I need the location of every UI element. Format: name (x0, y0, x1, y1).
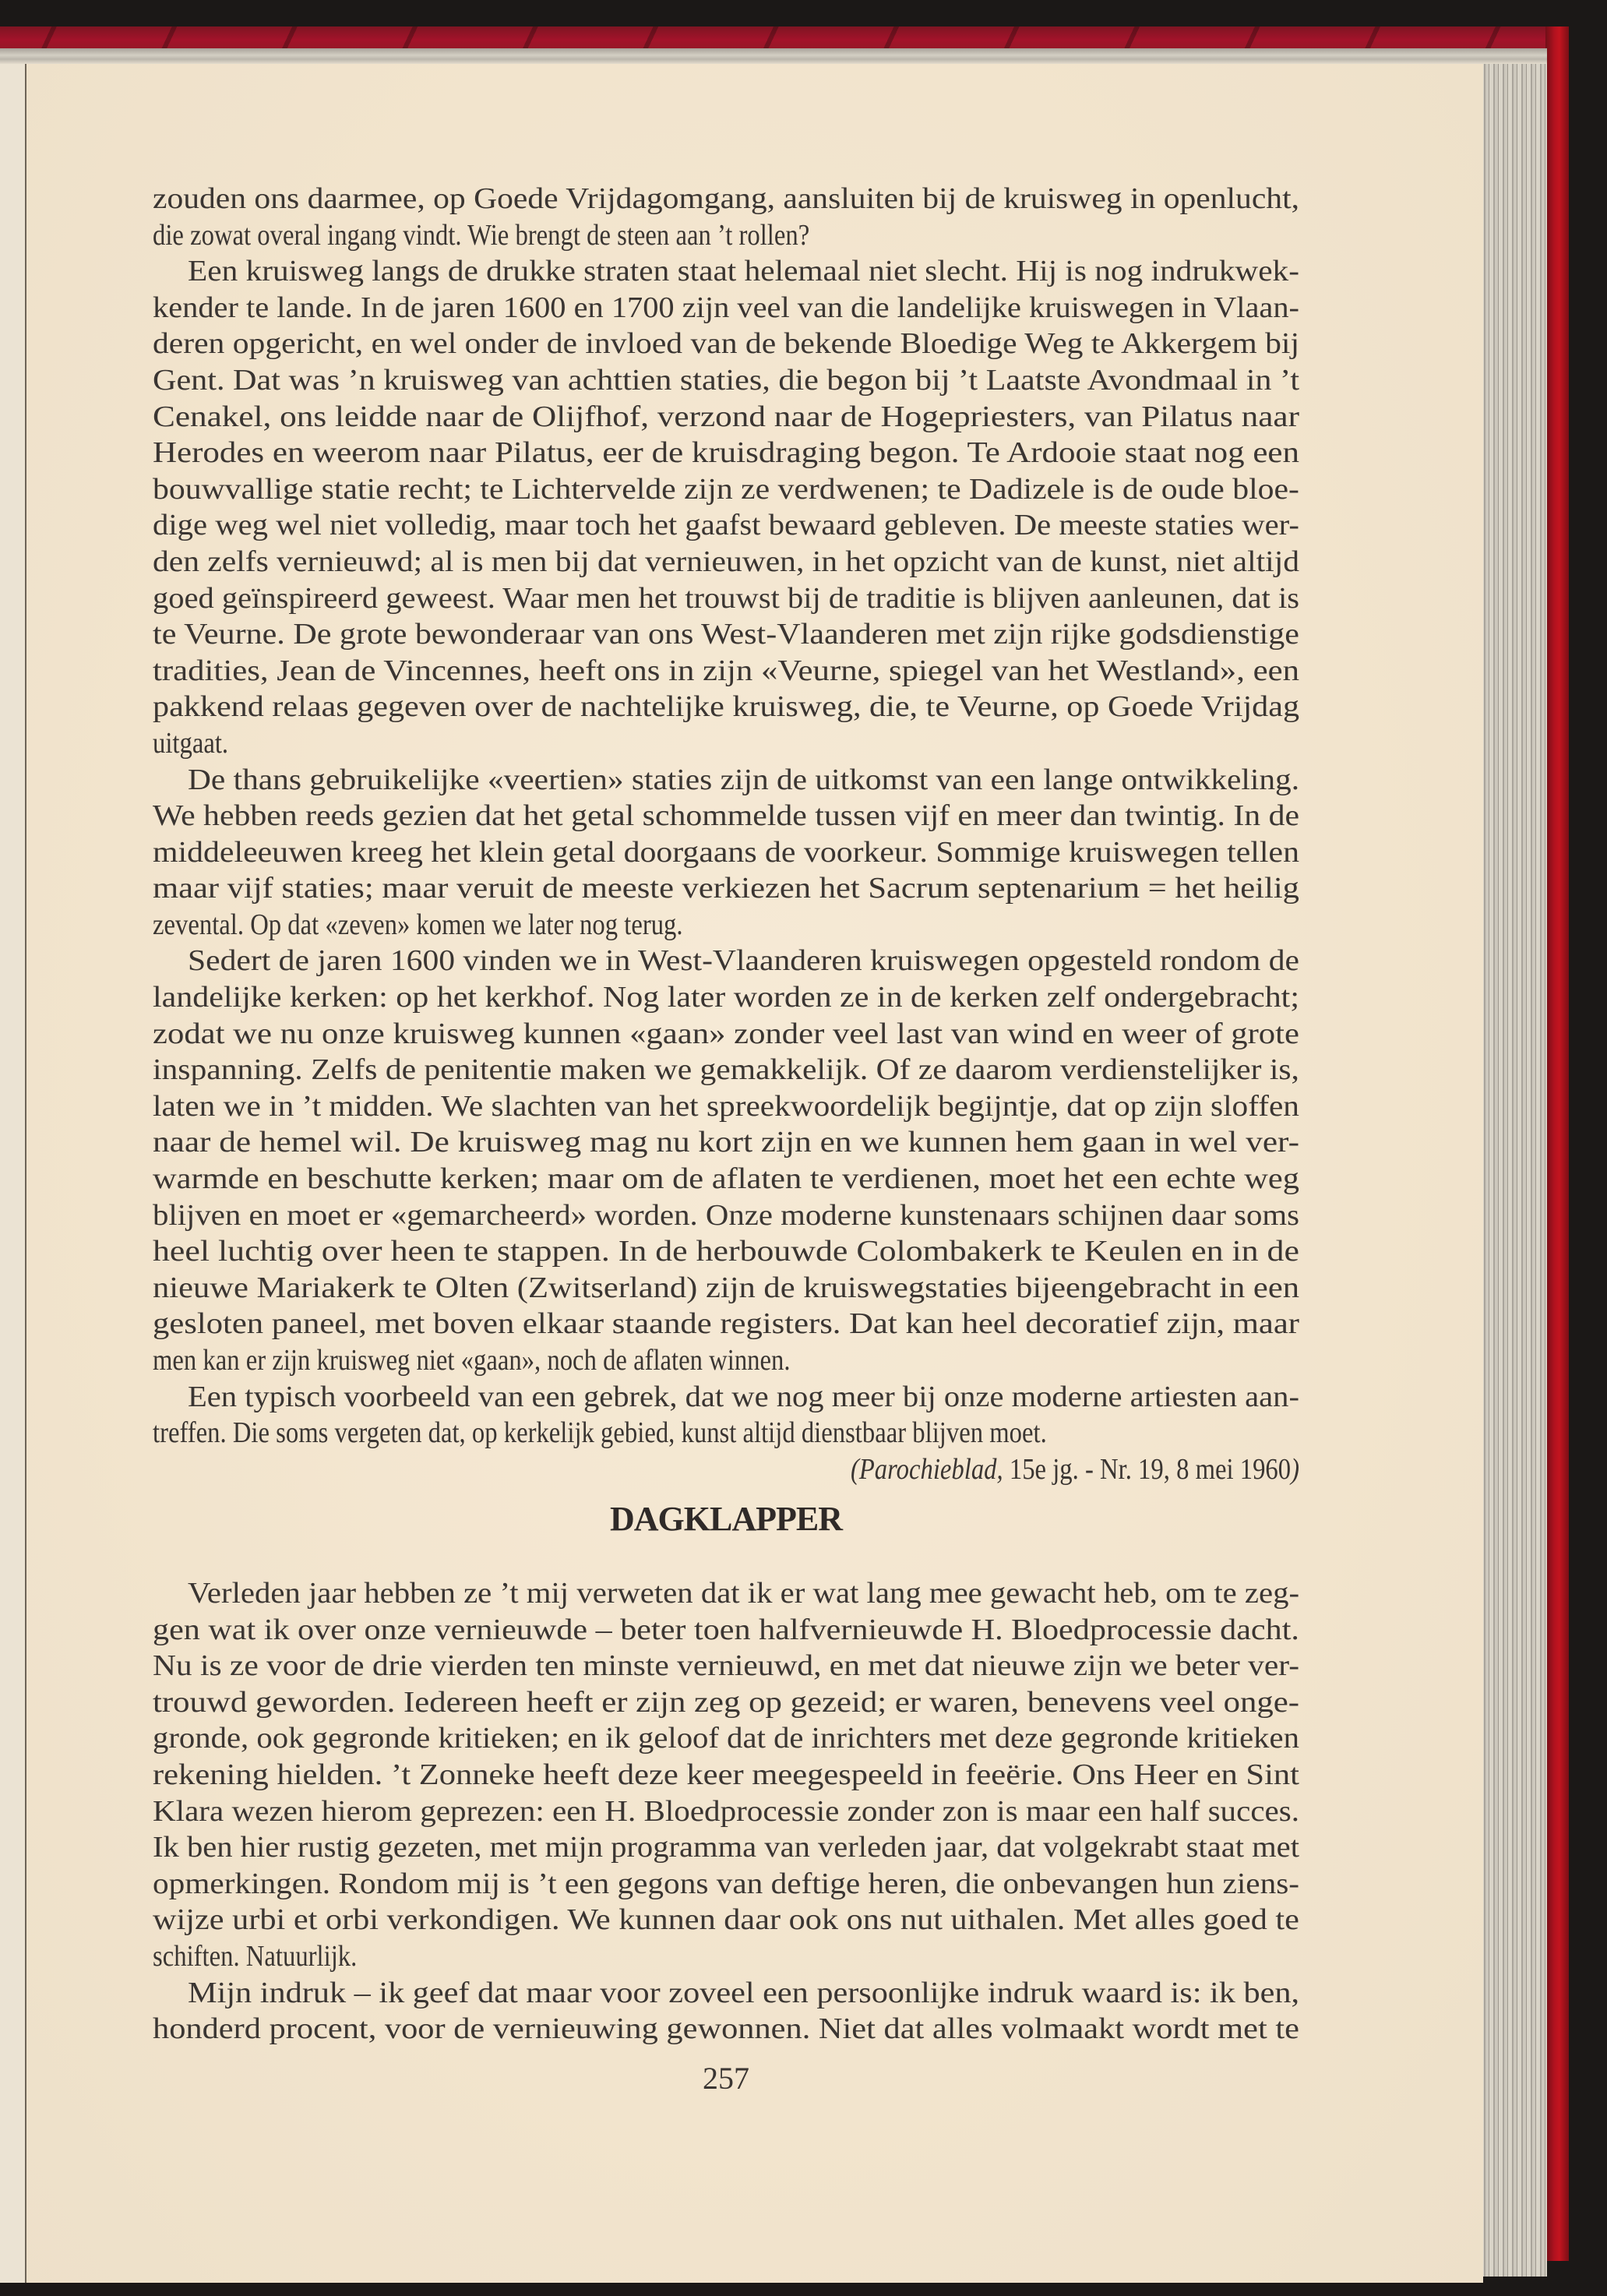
text-line: maar vijf staties; maar veruit de meeste verkiezen het Sacrum septenarium = het heilig (153, 872, 1299, 905)
citation-details: 15e jg. - Nr. 19, 8 mei 1960 (1003, 1452, 1292, 1486)
text-line: zevental. Op dat «zeven» komen we later nog terug. (153, 908, 683, 941)
text-line: Cenakel, ons leidde naar de Olijfhof, verzond naar de Hogepriesters, van Pilatus naar (153, 400, 1299, 433)
text-line: te Veurne. De grote bewonderaar van ons West-Vlaanderen met zijn rijke godsdienstige (153, 618, 1299, 651)
text-line: We hebben reeds gezien dat het getal schommelde tussen vijf en meer dan twintig. In de (153, 799, 1300, 833)
text-line: laten we in ’t midden. We slachten van het spreekwoordelijk begijntje, dat op zijn sloffen (153, 1089, 1299, 1123)
text-line: De thans gebruikelijke «veertien» staties zijn de uitkomst van een lange ontwikkeling. (188, 763, 1300, 796)
text-line: die zowat overal ingang vindt. Wie brengt de steen aan ’t rollen? (153, 218, 810, 252)
text-line: gen wat ik over onze vernieuwde – beter toen halfvernieuwde H. Bloedprocessie dacht. (153, 1613, 1299, 1646)
text-line: kender te lande. In de jaren 1600 en 1700 zijn veel van die landelijke kruiswegen in Vlaan- (153, 291, 1300, 324)
citation-source: (Parochieblad, (850, 1452, 1003, 1486)
article-2-body (153, 1575, 1299, 2047)
text-line: men kan er zijn kruisweg niet «gaan», noch de aflaten winnen. (153, 1344, 791, 1377)
article-2-heading: DAGKLAPPER (610, 1500, 842, 1538)
text-line: Een typisch voorbeeld van een gebrek, dat we nog meer bij onze moderne artiesten aan- (188, 1380, 1299, 1413)
text-line: bouwvallige statie recht; te Lichtervelde zijn ze verdwenen; te Dadizele is de oude bloe- (153, 472, 1299, 506)
text-line: Klara wezen hierom geprezen: een H. Bloedprocessie zonder zon is maar een half succes. (153, 1794, 1300, 1828)
text-line: rekening hielden. ’t Zonneke heeft deze keer meegespeeld in feeërie. Ons Heer en Sint (153, 1758, 1300, 1791)
text-line: Verleden jaar hebben ze ’t mij verweten dat ik er wat lang mee gewacht heb, om te zeg- (188, 1577, 1300, 1610)
text-line: blijven en moet er «gemarcheerd» worden. Onze moderne kunstenaars schijnen daar soms (153, 1198, 1300, 1232)
page-stack-edge (1480, 48, 1547, 2277)
text-line: Sedert de jaren 1600 vinden we in West-Vlaanderen kruiswegen opgesteld rondom de (188, 944, 1300, 978)
text-line: Een kruisweg langs de drukke straten staat helemaal niet slecht. Hij is nog indrukwek- (188, 255, 1299, 288)
text-line: tradities, Jean de Vincennes, heeft ons in zijn «Veurne, spiegel van het Westland», een (153, 654, 1299, 687)
text-line: trouwd geworden. Iedereen heeft er zijn zeg op gezeid; er waren, benevens veel onge- (153, 1685, 1300, 1719)
book-cover-right-edge (1545, 26, 1569, 2261)
text-line: nieuwe Mariakerk te Olten (Zwitserland) zijn de kruiswegstaties bijeengebracht in een (153, 1271, 1299, 1304)
citation-close: ) (1291, 1452, 1299, 1486)
text-line: Ik ben hier rustig gezeten, met mijn programma van verleden jaar, dat volgekrabt staat met (153, 1831, 1299, 1864)
text-line: honderd procent, voor de vernieuwing gewonnen. Niet dat alles volmaakt wordt met te (153, 2012, 1299, 2046)
text-line: inspanning. Zelfs de penitentie maken we gemakkelijk. Of ze daarom verdienstelijker is, (153, 1053, 1299, 1087)
text-line: uitgaat. (153, 726, 229, 760)
citation (313, 1451, 1299, 1488)
previous-page-edge (0, 64, 25, 2283)
text-line: deren opgericht, en wel onder de invloed van de bekende Bloedige Weg te Akkergem bij (153, 327, 1300, 361)
text-line: landelijke kerken: op het kerkhof. Nog later worden ze in de kerken zelf ondergebracht; (153, 981, 1299, 1014)
text-line: gronde, ook gegronde kritieken; en ik geloof dat de inrichters met deze gegronde kritieken (153, 1722, 1299, 1755)
text-line: Herodes en weerom naar Pilatus, eer de kruisdraging begon. Te Ardooie staat nog een (153, 436, 1299, 470)
text-line: den zelfs vernieuwd; al is men bij dat vernieuwen, in het opzicht van de kunst, niet altijd (153, 545, 1300, 578)
text-line: gesloten paneel, met boven elkaar staande registers. Dat kan heel decoratief zijn, maar (153, 1307, 1299, 1341)
article-1-body (153, 181, 1299, 1487)
text-line: goed geïnspireerd geweest. Waar men het trouwst bij de traditie is blijven aanleunen, dat is (153, 581, 1299, 615)
text-line: wijze urbi et orbi verkondigen. We kunnen daar ook ons nut uithalen. Met alles goed te (153, 1903, 1299, 1937)
text-line: zouden ons daarmee, op Goede Vrijdagomgang, aansluiten bij de kruisweg in openlucht, (153, 182, 1300, 215)
text-line: dige weg wel niet volledig, maar toch het gaafst bewaard gebleven. De meeste staties wer- (153, 509, 1299, 542)
text-line: pakkend relaas gegeven over de nachtelijke kruisweg, die, te Veurne, op Goede Vrijdag (153, 690, 1300, 724)
page-number: 257 (703, 2061, 749, 2096)
text-line: Gent. Dat was ’n kruisweg van achttien staties, die begon bij ’t Laatste Avondmaal in ’t (153, 363, 1300, 397)
text-line: schiften. Natuurlijk. (153, 1939, 358, 1973)
text-line: Mijn indruk – ik geef dat maar voor zoveel een persoonlijke indruk waard is: ik ben, (188, 1976, 1300, 2009)
text-line: naar de hemel wil. De kruisweg mag nu kort zijn en we kunnen hem gaan in wel ver- (153, 1126, 1300, 1159)
text-line: opmerkingen. Rondom mij is ’t een gegons van deftige heren, die onbevangen hun ziens- (153, 1867, 1300, 1900)
text-line: treffen. Die soms vergeten dat, op kerkelijk gebied, kunst altijd dienstbaar blijven moet. (153, 1416, 1047, 1450)
text-line: Nu is ze voor de drie vierden ten minste vernieuwd, en met dat nieuwe zijn we beter ver- (153, 1649, 1300, 1683)
page-stack-top-edge (0, 48, 1547, 64)
text-line: zodat we nu onze kruisweg kunnen «gaan» zonder veel last van wind en weer of grote (153, 1017, 1299, 1050)
text-line: middeleeuwen kreeg het klein getal doorgaans de voorkeur. Sommige kruiswegen tellen (153, 835, 1299, 869)
gutter-line (25, 64, 26, 2283)
text-line: warmde en beschutte kerken; maar om de aflaten te verdienen, moet het een echte weg (153, 1162, 1299, 1196)
text-line: heel luchtig over heen te stappen. In de herbouwde Colombakerk te Keulen en in de (153, 1235, 1299, 1268)
